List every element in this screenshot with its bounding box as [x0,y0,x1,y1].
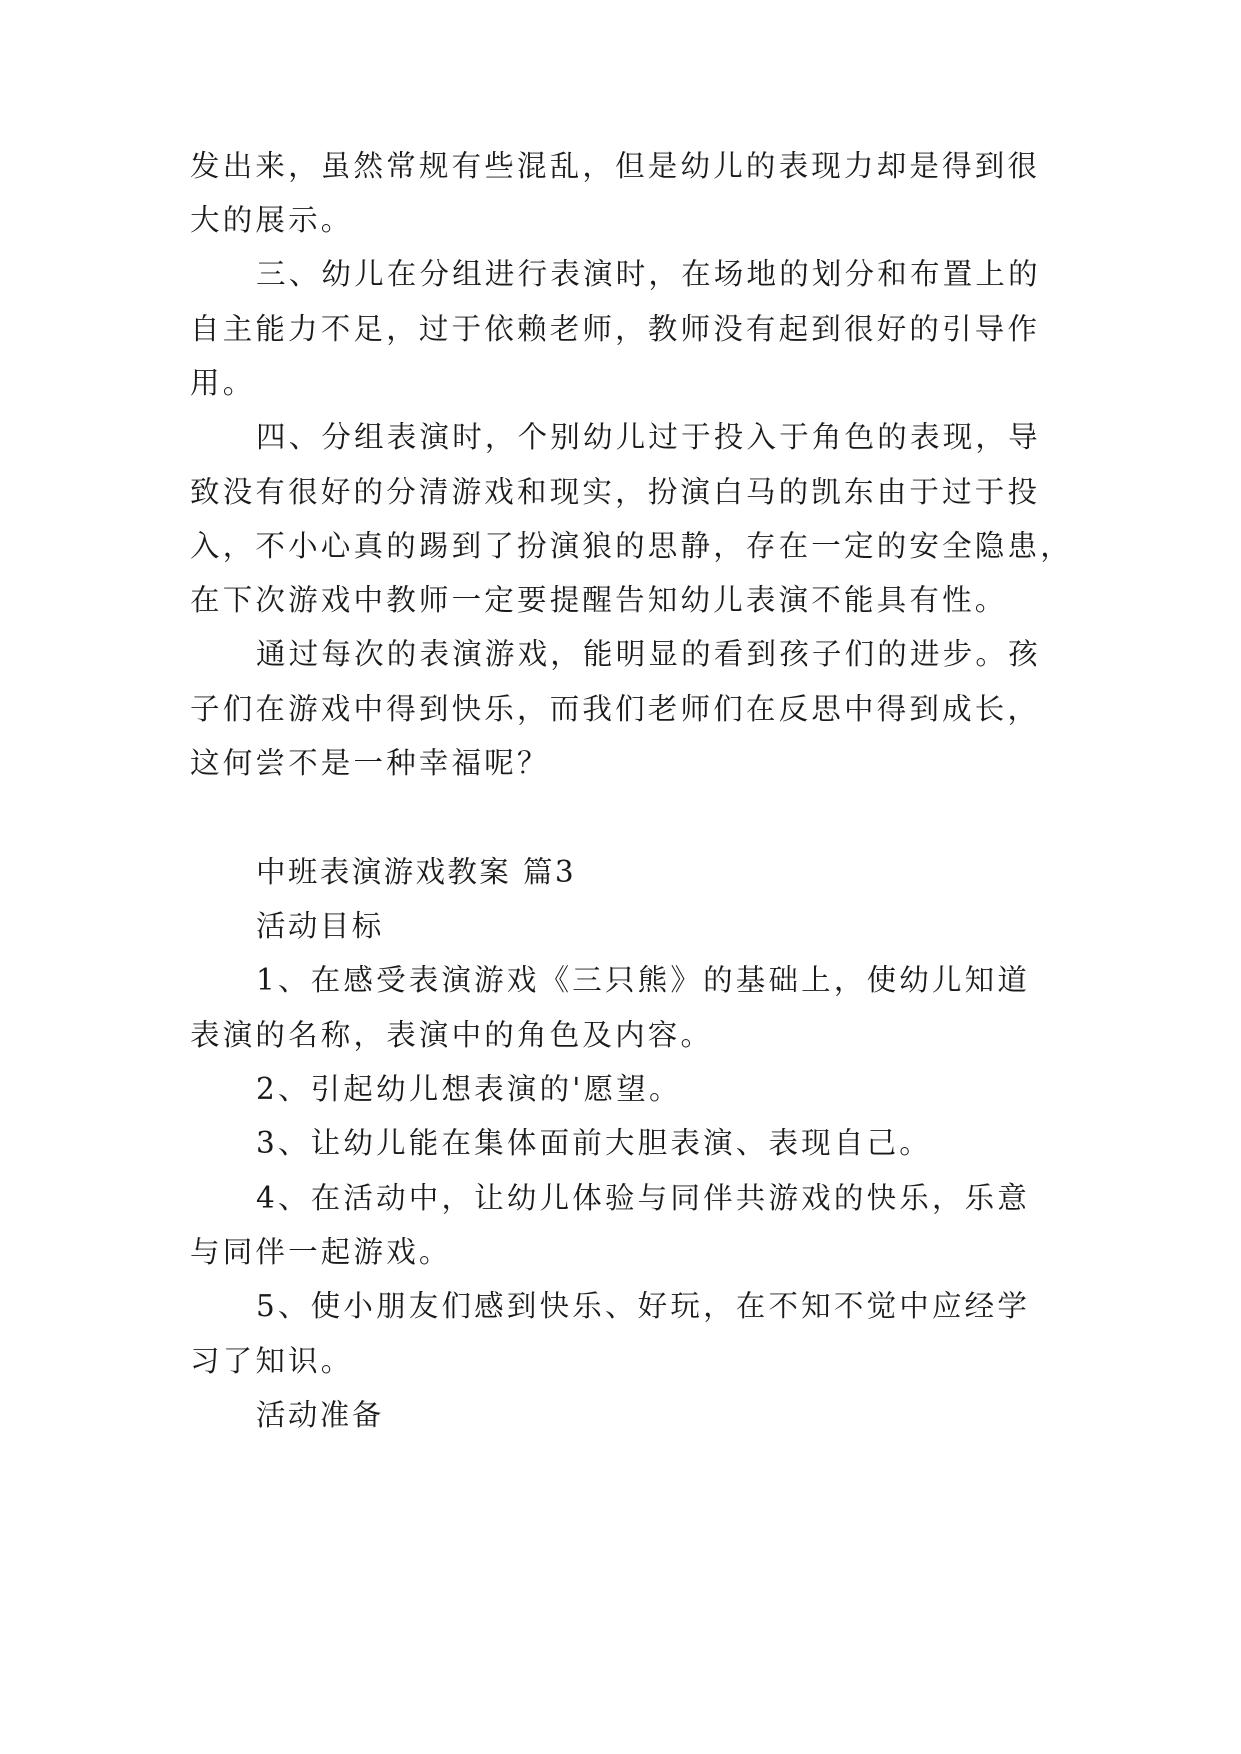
paragraph-line: 自主能力不足，过于依赖老师，教师没有起到很好的引导作 [190,312,1041,346]
subheading-activity-preparation: 活动准备 [256,1398,384,1432]
paragraph-line: 在下次游戏中教师一定要提醒告知幼儿表演不能具有性。 [190,583,1008,617]
paragraph-line: 入，不小心真的踢到了扮演狼的思静，存在一定的安全隐患， [190,529,1073,563]
paragraph-line: 三、幼儿在分组进行表演时，在场地的划分和布置上的 [256,257,1041,291]
paragraph-line: 用。 [190,366,256,400]
paragraph-line: 发出来，虽然常规有些混乱，但是幼儿的表现力却是得到很 [190,149,1041,183]
paragraph-line: 致没有很好的分清游戏和现实，扮演白马的凯东由于过于投 [190,475,1041,509]
paragraph-line: 通过每次的表演游戏，能明显的看到孩子们的进步。孩 [256,637,1041,671]
list-item-continuation: 与同伴一起游戏。 [190,1235,452,1269]
list-item: 4、在活动中，让幼儿体验与同伴共游戏的快乐，乐意 [256,1181,1031,1215]
paragraph-line: 子们在游戏中得到快乐，而我们老师们在反思中得到成长， [190,692,1041,726]
paragraph-line: 这何尝不是一种幸福呢？ [190,746,550,780]
list-item-continuation: 表演的名称，表演中的角色及内容。 [190,1018,714,1052]
subheading-activity-goals: 活动目标 [256,909,384,943]
list-item: 2、引起幼儿想表演的'愿望。 [256,1072,682,1106]
list-item: 5、使小朋友们感到快乐、好玩，在不知不觉中应经学 [256,1289,1031,1323]
list-item: 3、让幼儿能在集体面前大胆表演、表现自己。 [256,1126,932,1160]
section-title: 中班表演游戏教案 篇3 [256,855,577,889]
list-item-continuation: 习了知识。 [190,1344,354,1378]
paragraph-line: 四、分组表演时，个别幼儿过于投入于角色的表现，导 [256,420,1041,454]
list-item: 1、在感受表演游戏《三只熊》的基础上，使幼儿知道 [256,963,1031,997]
paragraph-line: 大的展示。 [190,203,354,237]
